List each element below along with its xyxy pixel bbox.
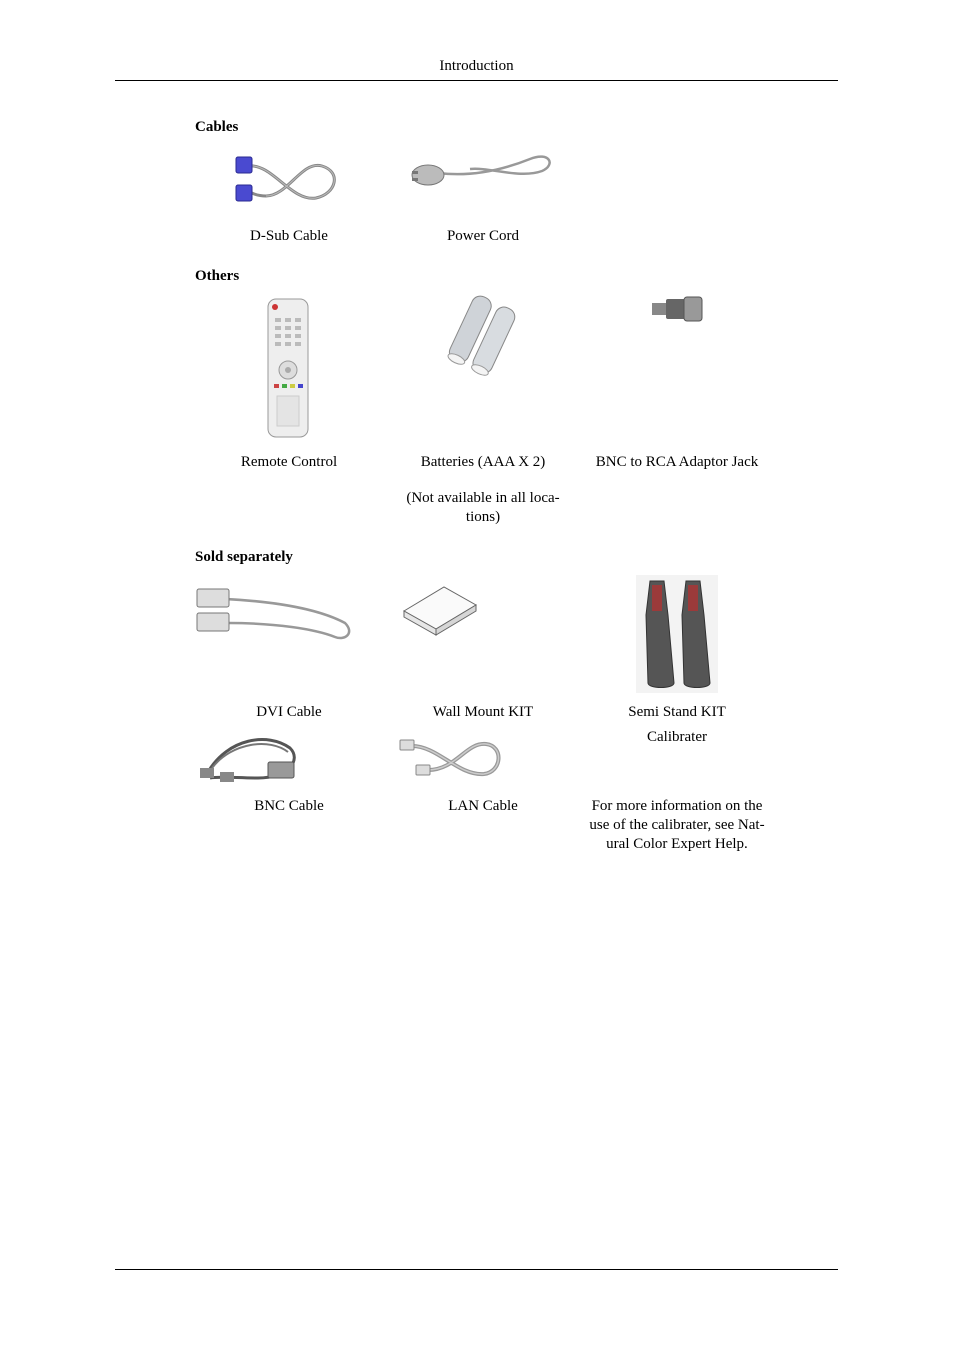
caption-batteries: Batteries (AAA X 2) bbox=[420, 454, 546, 470]
note-calibrater-line2: use of the calibrater, see Nat- bbox=[589, 817, 765, 833]
note-batteries-line2: tions) bbox=[465, 509, 501, 525]
dvi-cable-icon bbox=[195, 583, 353, 643]
lan-cable-icon bbox=[398, 736, 506, 780]
caption-remote-control: Remote Control bbox=[240, 454, 338, 470]
batteries-icon bbox=[447, 294, 519, 376]
bnc-rca-adaptor-icon bbox=[650, 293, 704, 325]
note-batteries-line1: (Not available in all loca- bbox=[406, 490, 560, 506]
section-title-others: Others bbox=[195, 268, 240, 284]
caption-wall-mount-kit: Wall Mount KIT bbox=[432, 704, 534, 720]
caption-dvi-cable: DVI Cable bbox=[256, 704, 322, 720]
caption-lan-cable: LAN Cable bbox=[448, 798, 518, 814]
footer-rule bbox=[115, 1269, 838, 1270]
wall-mount-kit-icon bbox=[400, 583, 480, 637]
power-cord-icon bbox=[410, 147, 555, 192]
header-rule bbox=[115, 80, 838, 81]
section-title-cables: Cables bbox=[195, 119, 239, 135]
semi-stand-kit-icon bbox=[636, 575, 718, 693]
page-header-title: Introduction bbox=[439, 58, 514, 74]
bnc-cable-icon bbox=[198, 728, 302, 786]
caption-bnc-rca-adaptor: BNC to RCA Adaptor Jack bbox=[595, 454, 759, 470]
note-calibrater-line1: For more information on the bbox=[591, 798, 763, 814]
remote-control-icon bbox=[267, 298, 309, 438]
caption-power-cord: Power Cord bbox=[446, 228, 520, 244]
caption-calibrater: Calibrater bbox=[647, 729, 707, 745]
caption-semi-stand-kit: Semi Stand KIT bbox=[628, 704, 726, 720]
section-title-sold-separately: Sold separately bbox=[195, 549, 293, 565]
note-calibrater-line3: ural Color Expert Help. bbox=[606, 836, 748, 852]
caption-bnc-cable: BNC Cable bbox=[254, 798, 324, 814]
dsub-cable-icon bbox=[232, 152, 344, 210]
caption-dsub-cable: D-Sub Cable bbox=[250, 228, 328, 244]
